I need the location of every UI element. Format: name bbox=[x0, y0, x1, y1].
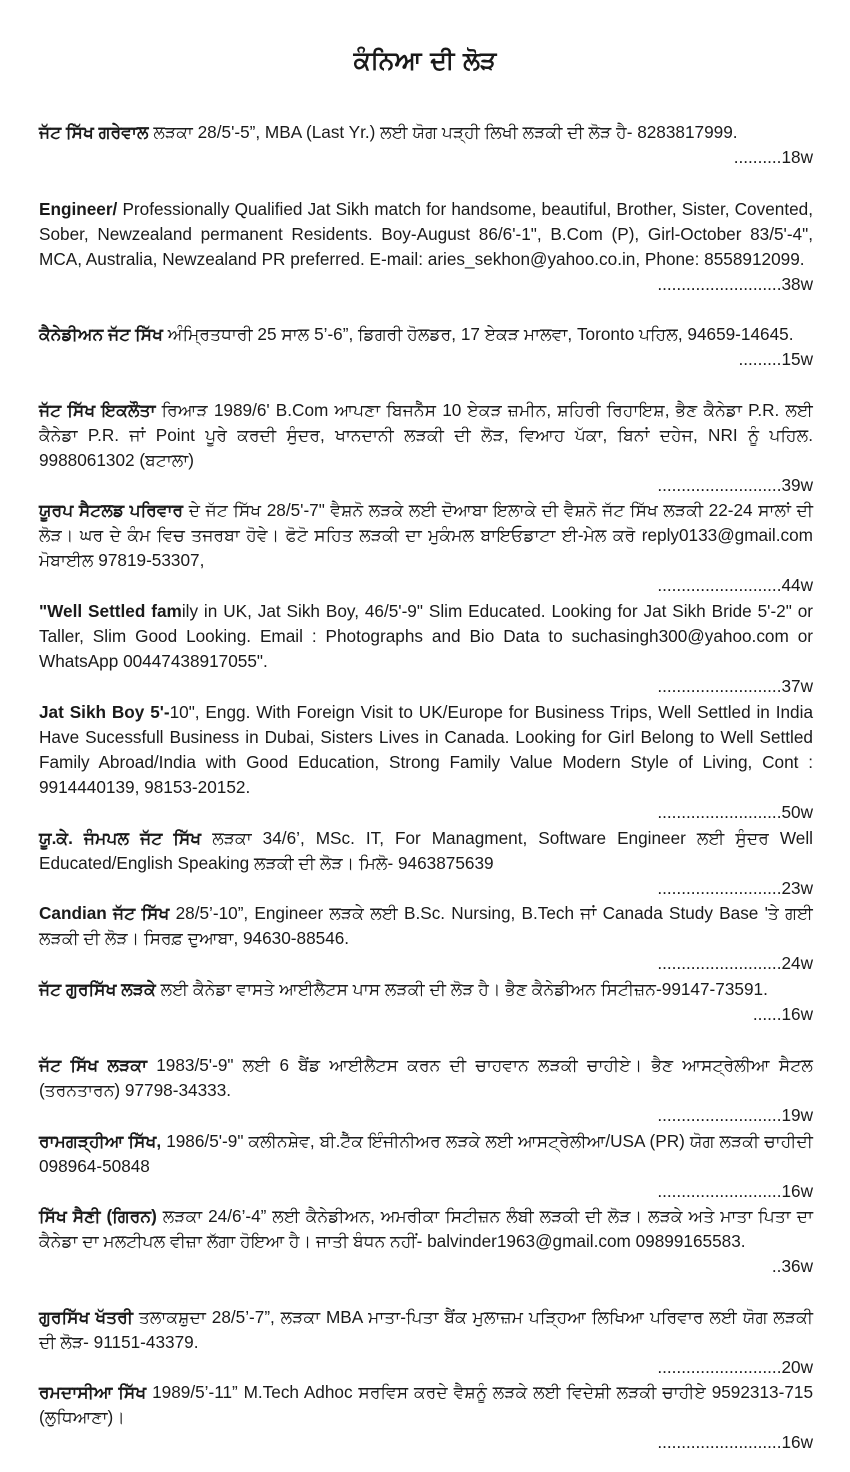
ad-ref: ..........................16w bbox=[657, 1432, 813, 1452]
ad-lead: "Well Settled fam bbox=[39, 601, 182, 621]
ad-body: ਲੜਕਾ 24/6’-4” ਲਈ ਕੈਨੇਡੀਅਨ, ਅਮਰੀਕਾ ਸਿਟੀਜ਼ਨ ਲੰਬੀ ਲੜਕੀ ਦੀ ਲੋੜ। ਲੜਕੇ ਅਤੇ ਮਾਤਾ ਪਿਤਾ ਦਾ ਕੈਨੇਡਾ ਦਾ ਮਲਟੀਪਲ ਵੀਜ਼ਾ ਲੱਗਾ ਹੋਇਆ ਹੈ। ਜਾਤੀ ਬੰਧਨ ਨਹੀਂ- balvinder1963@gmail.com 09899165583. bbox=[39, 1206, 813, 1251]
ad-lead: ਸਿੱਖ ਸੈਣੀ (ਗਿਰਨ) bbox=[39, 1206, 157, 1226]
ad-5 bbox=[39, 498, 813, 598]
ad-lead: ਜੱਟ ਗੁਰਸਿੱਖ ਲੜਕੇ bbox=[39, 979, 156, 999]
ad-lead: Engineer/ bbox=[39, 199, 118, 219]
ad-14 bbox=[39, 1305, 813, 1380]
ad-1 bbox=[39, 120, 813, 170]
ad-12 bbox=[39, 1129, 813, 1204]
ad-ref: ..........................39w bbox=[657, 475, 813, 495]
ad-ref: ..........................37w bbox=[657, 676, 813, 696]
ad-ref: ......16w bbox=[752, 1004, 813, 1024]
ad-10 bbox=[39, 977, 813, 1027]
ad-ref: ..........................24w bbox=[657, 953, 813, 973]
ad-2 bbox=[39, 197, 813, 297]
ad-body: ਰਿਆੜ 1989/6' B.Com ਆਪਣਾ ਬਿਜਨੈੱਸ 10 ਏਕੜ ਜ਼ਮੀਨ, ਸ਼ਹਿਰੀ ਰਿਹਾਇਸ਼, ਭੈਣ ਕੈਨੇਡਾ P.R. ਲਈ ਕੈਨੇਡਾ P.R. ਜਾਂ Point ਪੂਰੇ ਕਰਦੀ ਸੁੰਦਰ, ਖਾਨਦਾਨੀ ਲੜਕੀ ਦੀ ਲੋੜ, ਵਿਆਹ ਪੱਕਾ, ਬਿਨਾਂ ਦਹੇਜ, NRI ਨੂੰ ਪਹਿਲ. 9988061302 (ਬਟਾਲਾ) bbox=[39, 400, 813, 470]
ad-ref: ..........................38w bbox=[657, 274, 813, 294]
ad-body: ily in UK, Jat Sikh Boy, 46/5'-9" Slim Educated. Looking for Jat Sikh Bride 5'-2" or Taller, Slim Good Looking. Email : Photographs and Bio Data to suchasingh300@yahoo.com or WhatsApp 00447438917055". bbox=[39, 601, 814, 671]
ad-lead: ਜੱਟ ਸਿੱਖ ਗਰੇਵਾਲ bbox=[39, 122, 149, 142]
ad-lead: ਗੁਰਸਿੱਖ ਖੱਤਰੀ bbox=[39, 1307, 134, 1327]
ad-body: 10", Engg. With Foreign Visit to UK/Europe for Business Trips, Well Settled in India Have Sucessfull Business in Dubai, Sisters Lives in Canada. Looking for Girl Belong to Well Settled Family Abroad/India with Good Education, Strong Family Value Modern Style of Living, Cont : 9914440139, 98153-20152. bbox=[39, 702, 813, 797]
ad-ref: ..........................50w bbox=[657, 802, 813, 822]
ad-ref: .........15w bbox=[738, 349, 813, 369]
ad-ref: ..........................44w bbox=[657, 575, 813, 595]
ad-body: 1983/5'-9" ਲਈ 6 ਬੈਂਡ ਆਈਲੈਟਸ ਕਰਨ ਦੀ ਚਾਹਵਾਨ ਲੜਕੀ ਚਾਹੀਏ। ਭੈਣ ਆਸਟ੍ਰੇਲੀਆ ਸੈਟਲ (ਤਰਨਤਾਰਨ) 97798-34333. bbox=[39, 1055, 813, 1100]
ad-7 bbox=[39, 700, 813, 825]
ad-4 bbox=[39, 398, 813, 498]
ad-lead: Jat Sikh Boy 5'- bbox=[39, 702, 170, 722]
ad-lead: ਯੂਰਪ ਸੈਟਲਡ ਪਰਿਵਾਰ bbox=[39, 500, 184, 520]
ad-body: 1986/5'-9" ਕਲੀਨਸ਼ੇਵ, ਬੀ.ਟੈੱਕ ਇੰਜੀਨੀਅਰ ਲੜਕੇ ਲਈ ਆਸਟ੍ਰੇਲੀਆ/USA (PR) ਯੋਗ ਲੜਕੀ ਚਾਹੀਦੀ 098964-50848 bbox=[39, 1131, 813, 1176]
ad-lead: ਰਮਦਾਸੀਆ ਸਿੱਖ bbox=[39, 1382, 147, 1402]
ad-ref: ..........18w bbox=[733, 147, 813, 167]
page-title: ਕੰਨਿਆ ਦੀ ਲੋੜ bbox=[353, 46, 497, 75]
ad-8 bbox=[39, 826, 813, 901]
ad-ref: ..........................16w bbox=[657, 1181, 813, 1201]
ad-13 bbox=[39, 1204, 813, 1279]
ad-body: ਦੇ ਜੱਟ ਸਿੱਖ 28/5'-7" ਵੈਸ਼ਨੋ ਲੜਕੇ ਲਈ ਦੋਆਬਾ ਇਲਾਕੇ ਦੀ ਵੈਸ਼ਨੋ ਜੱਟ ਸਿੱਖ ਲੜਕੀ 22-24 ਸਾਲਾਂ ਦੀ ਲੋੜ। ਘਰ ਦੇ ਕੰਮ ਵਿਚ ਤਜਰਬਾ ਹੋਵੇ। ਫੋਟੋ ਸਹਿਤ ਲੜਕੀ ਦਾ ਮੁਕੰਮਲ ਬਾਇਓਡਾਟਾ ਈ-ਮੇਲ ਕਰੋ reply0133@gmail.com ਮੋਬਾਈਲ 97819-53307, bbox=[39, 500, 813, 570]
ad-body: ਲੜਕਾ 28/5'-5”, MBA (Last Yr.) ਲਈ ਯੋਗ ਪੜ੍ਹੀ ਲਿਖੀ ਲੜਕੀ ਦੀ ਲੋੜ ਹੈ- 8283817999. bbox=[148, 122, 738, 142]
ad-9 bbox=[39, 901, 813, 976]
ad-lead: ਜੱਟ ਸਿੱਖ ਲੜਕਾ bbox=[39, 1055, 148, 1075]
ad-body: 1989/5’-11” M.Tech Adhoc ਸਰਵਿਸ ਕਰਦੇ ਵੈਸ਼ਨੂੰ ਲੜਕੇ ਲਈ ਵਿਦੇਸ਼ੀ ਲੜਕੀ ਚਾਹੀਏ 9592313-715 (ਲੁਧਿਆਣਾ)। bbox=[39, 1382, 814, 1427]
ad-body: Professionally Qualified Jat Sikh match for handsome, beautiful, Brother, Sister, Covented, Sober, Newzealand permanent Residents. Boy-August 86/6'-1", B.Com (P), Girl-October 83/5'-4", MCA, Australia, Newzealand PR preferred. E-mail: aries_sekhon@yahoo.co.in, Phone: 8558912099. bbox=[39, 199, 813, 269]
ad-body: 28/5’-10”, Engineer ਲੜਕੇ ਲਈ B.Sc. Nursing, B.Tech ਜਾਂ Canada Study Base 'ਤੇ ਗਈ ਲੜਕੀ ਦੀ ਲੋੜ। ਸਿਰਫ਼ ਦੁਆਬਾ, 94630-88546. bbox=[39, 903, 813, 948]
ad-body: ਲਈ ਕੈਨੇਡਾ ਵਾਸਤੇ ਆਈਲੈਟਸ ਪਾਸ ਲੜਕੀ ਦੀ ਲੋੜ ਹੈ। ਭੈਣ ਕੈਨੇਡੀਅਨ ਸਿਟੀਜ਼ਨ-99147-73591. bbox=[155, 979, 768, 999]
ad-lead: ਕੈਨੇਡੀਅਨ ਜੱਟ ਸਿੱਖ bbox=[39, 324, 164, 344]
ad-lead: ਯੂ.ਕੇ. ਜੰਮਪਲ ਜੱਟ ਸਿੱਖ bbox=[39, 828, 202, 848]
ad-6 bbox=[39, 599, 813, 699]
ad-lead: ਜੱਟ ਸਿੱਖ ਇਕਲੌਤਾ bbox=[39, 400, 156, 420]
ad-ref: ..........................20w bbox=[657, 1357, 813, 1377]
ad-ref: ..........................19w bbox=[657, 1105, 813, 1125]
ad-body: ਅੰਮ੍ਰਿਤਧਾਰੀ 25 ਸਾਲ 5’-6”, ਡਿਗਰੀ ਹੋਲਡਰ, 17 ਏਕੜ ਮਾਲਵਾ, Toronto ਪਹਿਲ, 94659-14645. bbox=[163, 324, 794, 344]
ad-lead: Candian ਜੱਟ ਸਿੱਖ bbox=[39, 903, 170, 923]
ad-3 bbox=[39, 322, 813, 372]
ad-ref: ..36w bbox=[771, 1256, 813, 1276]
ad-11 bbox=[39, 1053, 813, 1128]
ad-body: ਲੜਕਾ 34/6’, MSc. IT, For Managment, Software Engineer ਲਈ ਸੁੰਦਰ Well Educated/English Speaking ਲੜਕੀ ਦੀ ਲੋੜ। ਮਿਲੋ- 9463875639 bbox=[39, 828, 814, 873]
ad-15 bbox=[39, 1380, 813, 1455]
ad-body: ਤਲਾਕਸ਼ੁਦਾ 28/5’-7”, ਲੜਕਾ MBA ਮਾਤਾ-ਪਿਤਾ ਬੈਂਕ ਮੁਲਾਜ਼ਮ ਪੜ੍ਹਿਆ ਲਿਖਿਆ ਪਰਿਵਾਰ ਲਈ ਯੋਗ ਲੜਕੀ ਦੀ ਲੋੜ- 91151-43379. bbox=[39, 1307, 813, 1352]
ad-ref: ..........................23w bbox=[657, 878, 813, 898]
ad-lead: ਰਾਮਗੜ੍ਹੀਆ ਸਿੱਖ, bbox=[39, 1131, 162, 1151]
